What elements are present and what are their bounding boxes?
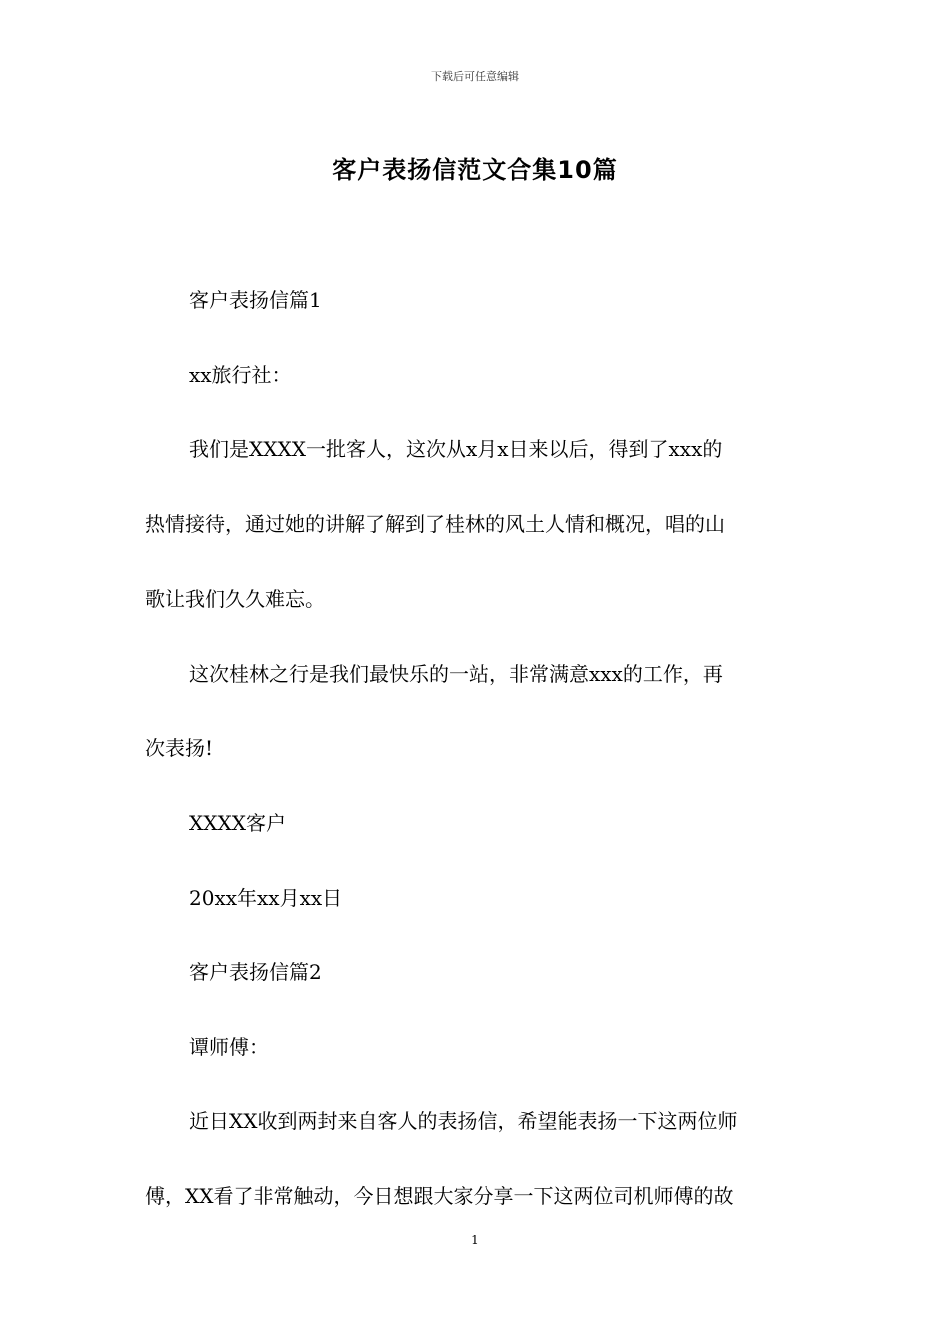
salutation-2: 谭师傅： [189,1035,269,1059]
paragraph-line: 歌让我们久久难忘。 [145,587,325,611]
letter-heading-2: 客户表扬信篇2 [189,960,322,984]
paragraph-line: 这次桂林之行是我们最快乐的一站，非常满意xxx的工作，再 [189,662,723,686]
paragraph-line: 次表扬! [145,736,214,760]
document-title: 客户表扬信范文合集10篇 [332,156,618,184]
page-number: 1 [471,1233,479,1247]
letter-heading-1: 客户表扬信篇1 [189,288,322,312]
paragraph-line: 我们是XXXX一批客人，这次从x月x日来以后，得到了xxx的 [189,437,723,461]
paragraph-line: 热情接待，通过她的讲解了解到了桂林的风土人情和概况，唱的山 [145,512,725,536]
paragraph-line: 傅，XX看了非常触动，今日想跟大家分享一下这两位司机师傅的故 [145,1184,734,1208]
signature: XXXX客户 [189,811,286,835]
paragraph-line: 近日XX收到两封来自客人的表扬信，希望能表扬一下这两位师 [189,1109,738,1133]
letter-date: 20xx年xx月xx日 [189,886,343,910]
salutation-1: xx旅行社： [189,363,292,387]
header-note: 下载后可任意编辑 [431,70,519,83]
